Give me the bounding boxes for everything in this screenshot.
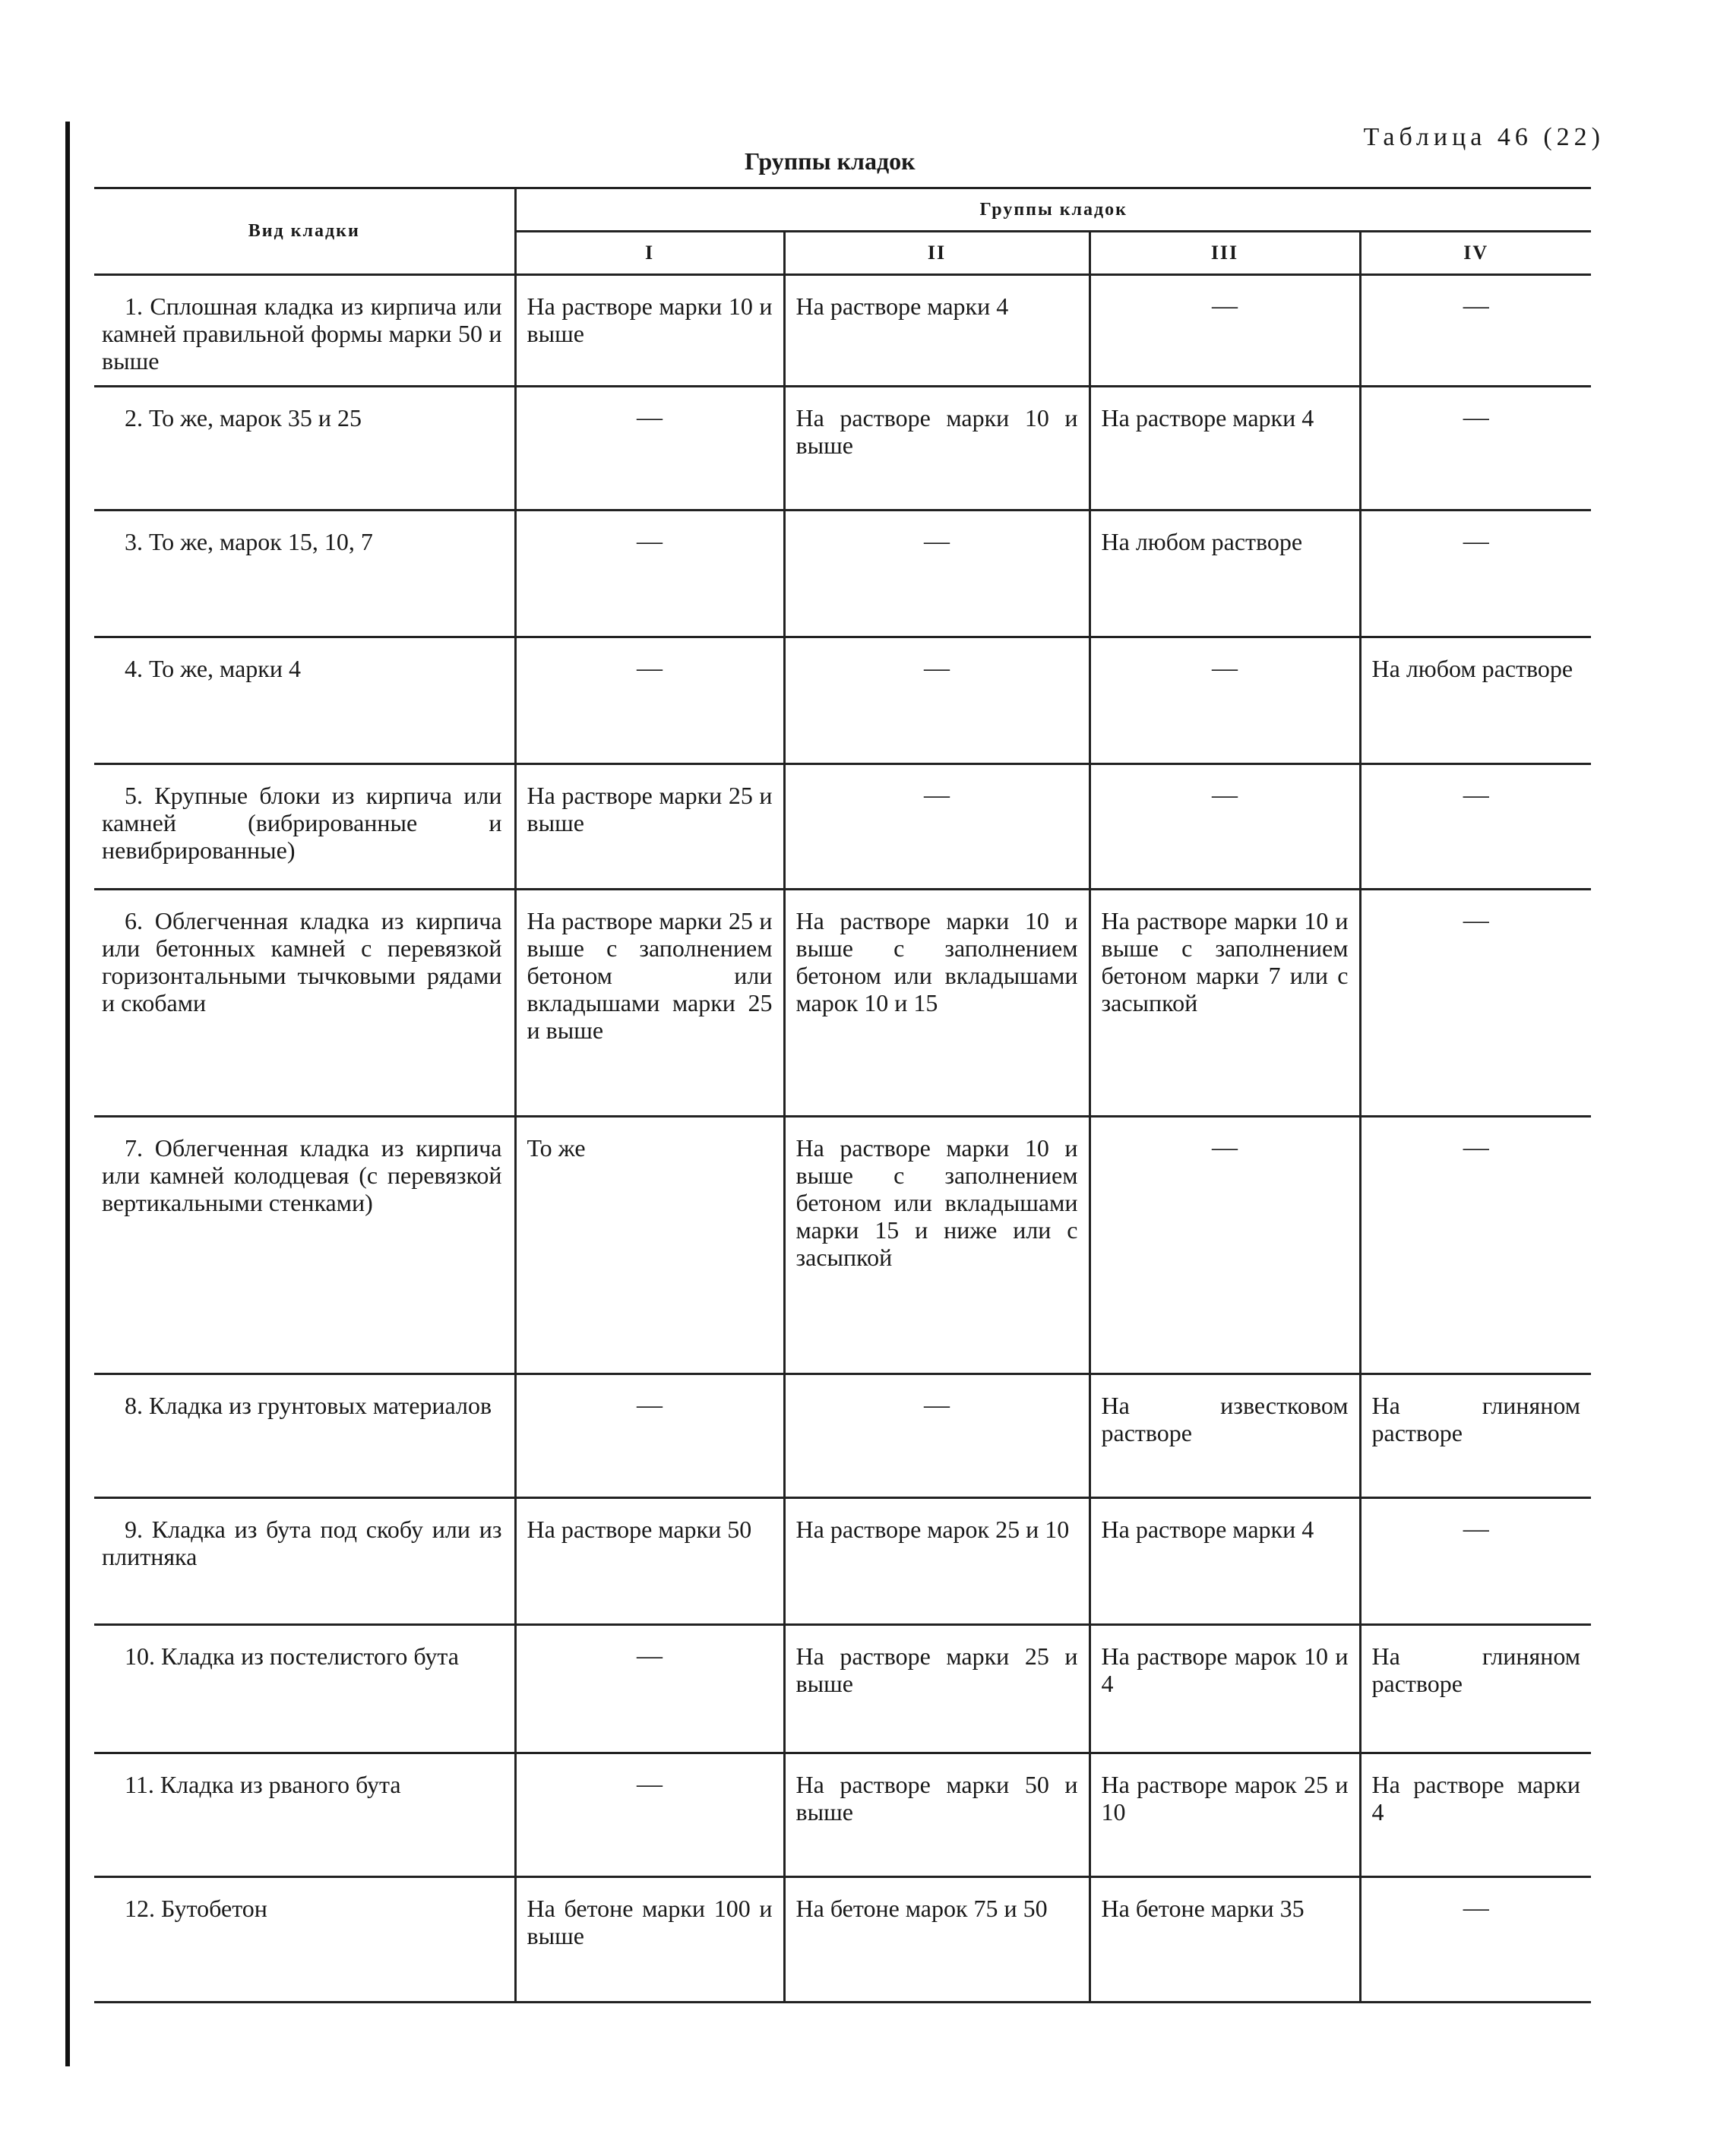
group-4-cell: — (1360, 1498, 1591, 1625)
table-number: Таблица 46 (22) (1363, 123, 1605, 151)
table-row (94, 637, 1591, 764)
kind-cell: 12. Бутобетон (94, 1877, 515, 2003)
group-3-cell: На растворе марок 10 и 4 (1090, 1625, 1360, 1753)
table-row (94, 1498, 1591, 1625)
group-3-cell: — (1090, 275, 1360, 387)
group-2-cell: — (784, 1374, 1090, 1498)
group-2-cell: На растворе марки 10 и выше (784, 387, 1090, 511)
group-3-cell: На растворе марки 4 (1090, 387, 1360, 511)
table-row (94, 1117, 1591, 1374)
group-4-cell: — (1360, 764, 1591, 890)
kind-cell: 1. Сплошная кладка из кирпича или камней правильной формы марки 50 и выше (94, 275, 515, 387)
group-header-3: III (1090, 232, 1360, 275)
group-4-cell: На глиняном растворе (1360, 1374, 1591, 1498)
group-2-cell: На растворе марки 10 и выше с заполнением бетоном или вкладышами марок 10 и 15 (784, 890, 1090, 1117)
groups-header: Группы кладок (515, 188, 1591, 232)
group-2-cell: — (784, 764, 1090, 890)
table-row (94, 1753, 1591, 1877)
group-3-cell: На растворе марок 25 и 10 (1090, 1753, 1360, 1877)
group-4-cell: — (1360, 1117, 1591, 1374)
kind-cell: 8. Кладка из грунтовых материалов (94, 1374, 515, 1498)
group-3-cell: На растворе марки 10 и выше с заполнением бетоном марки 7 или с засыпкой (1090, 890, 1360, 1117)
group-4-cell: — (1360, 511, 1591, 637)
group-3-cell: — (1090, 764, 1360, 890)
group-header-4: IV (1360, 232, 1591, 275)
group-3-cell: На растворе марки 4 (1090, 1498, 1360, 1625)
group-1-cell: На растворе марки 25 и выше (515, 764, 784, 890)
group-2-cell: — (784, 637, 1090, 764)
group-3-cell: На известковом растворе (1090, 1374, 1360, 1498)
group-1-cell: — (515, 387, 784, 511)
table-row (94, 275, 1591, 387)
group-1-cell: То же (515, 1117, 784, 1374)
table-row (94, 387, 1591, 511)
group-1-cell: — (515, 637, 784, 764)
group-4-cell: На растворе марки 4 (1360, 1753, 1591, 1877)
kind-cell: 10. Кладка из постелистого бута (94, 1625, 515, 1753)
kind-cell: 7. Облегченная кладка из кирпича или камней колодцевая (с перевязкой вертикальными стенками) (94, 1117, 515, 1374)
group-2-cell: — (784, 511, 1090, 637)
group-2-cell: На растворе марки 10 и выше с заполнением бетоном или вкладышами марки 15 и ниже или с засыпкой (784, 1117, 1090, 1374)
group-1-cell: — (515, 1753, 784, 1877)
group-2-cell: На растворе марки 25 и выше (784, 1625, 1090, 1753)
group-4-cell: — (1360, 275, 1591, 387)
group-2-cell: На растворе марок 25 и 10 (784, 1498, 1090, 1625)
group-1-cell: На растворе марки 10 и выше (515, 275, 784, 387)
group-2-cell: На бетоне марок 75 и 50 (784, 1877, 1090, 2003)
group-4-cell: — (1360, 1877, 1591, 2003)
group-2-cell: На растворе марки 50 и выше (784, 1753, 1090, 1877)
table-row (94, 1877, 1591, 2003)
group-3-cell: — (1090, 637, 1360, 764)
table-row (94, 1625, 1591, 1753)
kind-cell: 5. Крупные блоки из кирпича или камней (вибрированные и невибрированные) (94, 764, 515, 890)
kind-header: Вид кладки (94, 188, 515, 275)
group-3-cell: — (1090, 1117, 1360, 1374)
group-2-cell: На растворе марки 4 (784, 275, 1090, 387)
table-row (94, 1374, 1591, 1498)
kind-cell: 4. То же, марки 4 (94, 637, 515, 764)
kind-cell: 9. Кладка из бута под скобу или из плитняка (94, 1498, 515, 1625)
masonry-groups-table (94, 187, 1591, 2003)
kind-cell: 11. Кладка из рваного бута (94, 1753, 515, 1877)
group-4-cell: На глиняном растворе (1360, 1625, 1591, 1753)
group-header-1: I (515, 232, 784, 275)
group-4-cell: — (1360, 387, 1591, 511)
header-row-top (94, 188, 1591, 232)
group-1-cell: — (515, 1374, 784, 1498)
table-row (94, 890, 1591, 1117)
group-4-cell: На любом растворе (1360, 637, 1591, 764)
table-title: Группы кладок (745, 147, 916, 175)
group-4-cell: — (1360, 890, 1591, 1117)
table-row (94, 511, 1591, 637)
group-1-cell: — (515, 1625, 784, 1753)
kind-cell: 6. Облегченная кладка из кирпича или бетонных камней с перевязкой горизонтальными тычковыми рядами и скобами (94, 890, 515, 1117)
group-1-cell: На растворе марки 25 и выше с заполнением бетоном или вкладышами марки 25 и выше (515, 890, 784, 1117)
table-row (94, 764, 1591, 890)
group-header-2: II (784, 232, 1090, 275)
group-1-cell: На растворе марки 50 (515, 1498, 784, 1625)
group-1-cell: На бетоне марки 100 и выше (515, 1877, 784, 2003)
kind-cell: 2. То же, марок 35 и 25 (94, 387, 515, 511)
margin-rule (65, 122, 70, 2066)
group-3-cell: На любом растворе (1090, 511, 1360, 637)
group-1-cell: — (515, 511, 784, 637)
kind-cell: 3. То же, марок 15, 10, 7 (94, 511, 515, 637)
group-3-cell: На бетоне марки 35 (1090, 1877, 1360, 2003)
